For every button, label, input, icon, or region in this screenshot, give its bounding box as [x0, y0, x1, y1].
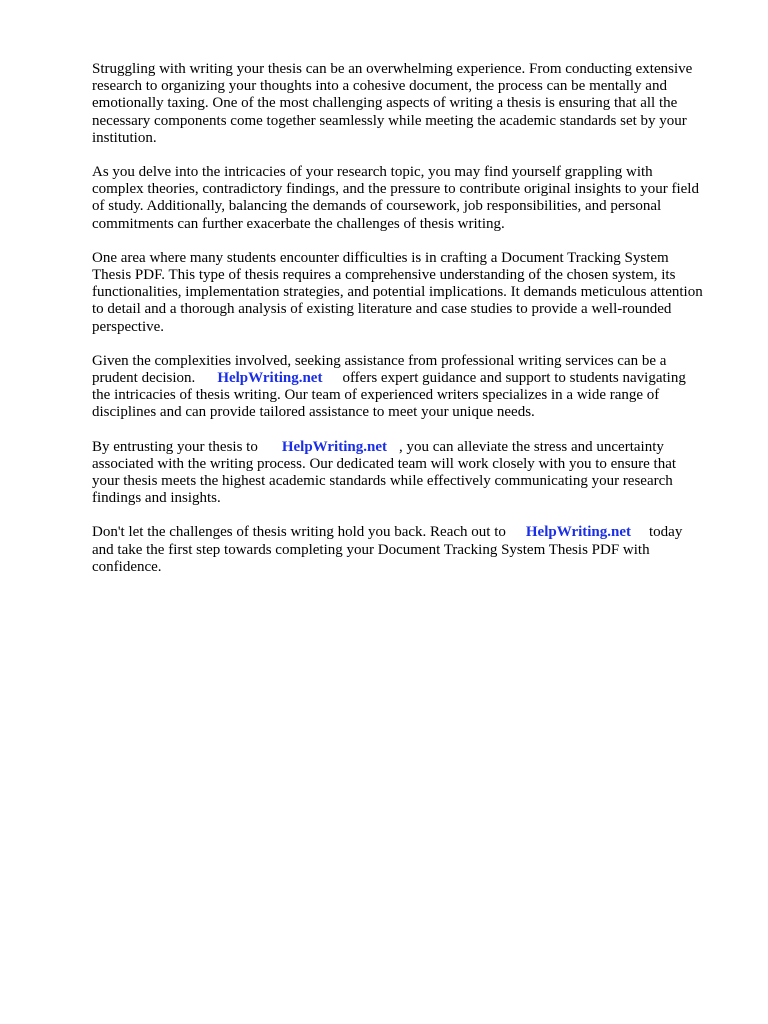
paragraph-document-tracking — [92, 250, 732, 336]
text-line — [92, 439, 732, 456]
document-page — [92, 61, 732, 593]
paragraph-research-topic — [92, 164, 732, 233]
text-fragment: Don't let the challenges of thesis writing hold you back. Reach out to — [92, 524, 506, 541]
text-line: perspective. — [92, 318, 165, 335]
paragraph-entrusting — [92, 439, 732, 508]
text-line: research to organizing your thoughts into a cohesive document, the process can be mentally and — [92, 78, 667, 95]
text-fragment: today — [649, 524, 683, 541]
text-line: Given the complexities involved, seeking assistance from professional writing services can be a — [92, 352, 667, 369]
text-line: associated with the writing process. Our dedicated team will work closely with you to ensure that — [92, 455, 677, 472]
text-line: institution. — [92, 129, 157, 146]
text-line: disciplines and can provide tailored assistance to meet your unique needs. — [92, 404, 535, 421]
text-line: confidence. — [92, 558, 162, 575]
text-fragment: By entrusting your thesis to — [92, 438, 258, 455]
text-line: commitments can further exacerbate the challenges of thesis writing. — [92, 215, 505, 232]
text-line: complex theories, contradictory findings, and the pressure to contribute original insights to your field — [92, 181, 699, 198]
text-fragment: prudent decision. — [92, 370, 196, 387]
text-line: functionalities, implementation strategies, and potential implications. It demands meticulous attention — [92, 284, 703, 301]
text-line: As you delve into the intricacies of your research topic, you may find yourself grappling with — [92, 164, 653, 181]
text-line: findings and insights. — [92, 490, 221, 507]
text-line: to detail and a thorough analysis of existing literature and case studies to provide a well-rounded — [92, 301, 672, 318]
text-line: of study. Additionally, balancing the demands of coursework, job responsibilities, and personal — [92, 198, 662, 215]
text-line: emotionally taxing. One of the most challenging aspects of writing a thesis is ensuring that all the — [92, 95, 678, 112]
text-fragment: , you can alleviate the stress and uncertainty — [398, 438, 664, 455]
paragraph-intro — [92, 61, 732, 147]
text-fragment: offers expert guidance and support to students navigating — [342, 370, 686, 387]
text-line: your thesis meets the highest academic standards while effectively communicating your research — [92, 473, 673, 490]
text-line: and take the first step towards completing your Document Tracking System Thesis PDF with — [92, 541, 650, 558]
helpwriting-link[interactable]: HelpWriting.net — [217, 370, 323, 387]
text-line: necessary components come together seamlessly while meeting the academic standards set by your — [92, 112, 687, 129]
helpwriting-link[interactable]: HelpWriting.net — [525, 524, 632, 541]
paragraph-call-to-action — [92, 524, 732, 576]
text-line: the intricacies of thesis writing. Our team of experienced writers specializes in a wide range of — [92, 387, 660, 404]
paragraph-assistance — [92, 353, 732, 422]
text-line: Thesis PDF. This type of thesis requires a comprehensive understanding of the chosen system, its — [92, 267, 676, 284]
text-line: Struggling with writing your thesis can be an overwhelming experience. From conducting extensive — [92, 61, 693, 77]
text-line — [92, 524, 732, 541]
text-line — [92, 370, 732, 387]
helpwriting-link[interactable]: HelpWriting.net — [281, 438, 387, 455]
text-line: One area where many students encounter difficulties is in crafting a Document Tracking System — [92, 249, 669, 266]
